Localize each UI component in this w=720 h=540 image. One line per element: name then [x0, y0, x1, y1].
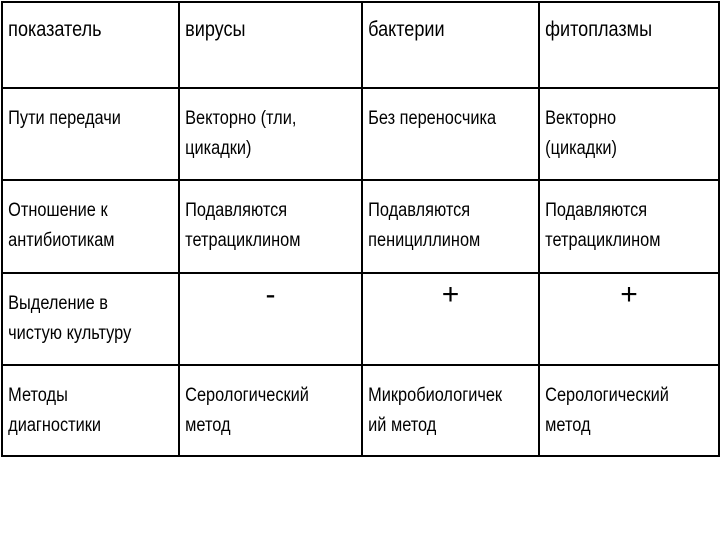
row-label-cell: Отношение к антибиотикам [2, 180, 179, 273]
minus-sign: - [265, 278, 276, 311]
header-row [2, 2, 719, 88]
table-cell: Без переносчика [362, 88, 539, 180]
table-cell: Векторно (цикадки) [539, 88, 719, 180]
table-cell: Подавляются тетрациклином [179, 180, 362, 273]
header-cell-phytoplasmas: фитоплазмы [539, 2, 719, 88]
comparison-table [1, 1, 720, 457]
plus-sign: + [441, 278, 460, 311]
table-cell: Подавляются тетрациклином [539, 180, 719, 273]
row-label-cell: Методы диагностики [2, 365, 179, 456]
table-cell: Микробиологичек ий метод [362, 365, 539, 456]
table-cell [362, 273, 539, 365]
plus-sign: + [620, 278, 638, 311]
table-cell: Серологический метод [179, 365, 362, 456]
row-label-cell: Выделение в чистую культуру [2, 273, 179, 365]
table-row [2, 180, 719, 273]
header-cell-indicator: показатель [2, 2, 179, 88]
header-cell-bacteria: бактерии [362, 2, 539, 88]
table-cell: Векторно (тли, цикадки) [179, 88, 362, 180]
table-row [2, 88, 719, 180]
table-cell [179, 273, 362, 365]
row-label-cell: Пути передачи [2, 88, 179, 180]
table-cell: Подавляются пенициллином [362, 180, 539, 273]
table-row [2, 273, 719, 365]
header-cell-viruses: вирусы [179, 2, 362, 88]
table-cell: Серологический метод [539, 365, 719, 456]
table-row [2, 365, 719, 456]
table-cell [539, 273, 719, 365]
